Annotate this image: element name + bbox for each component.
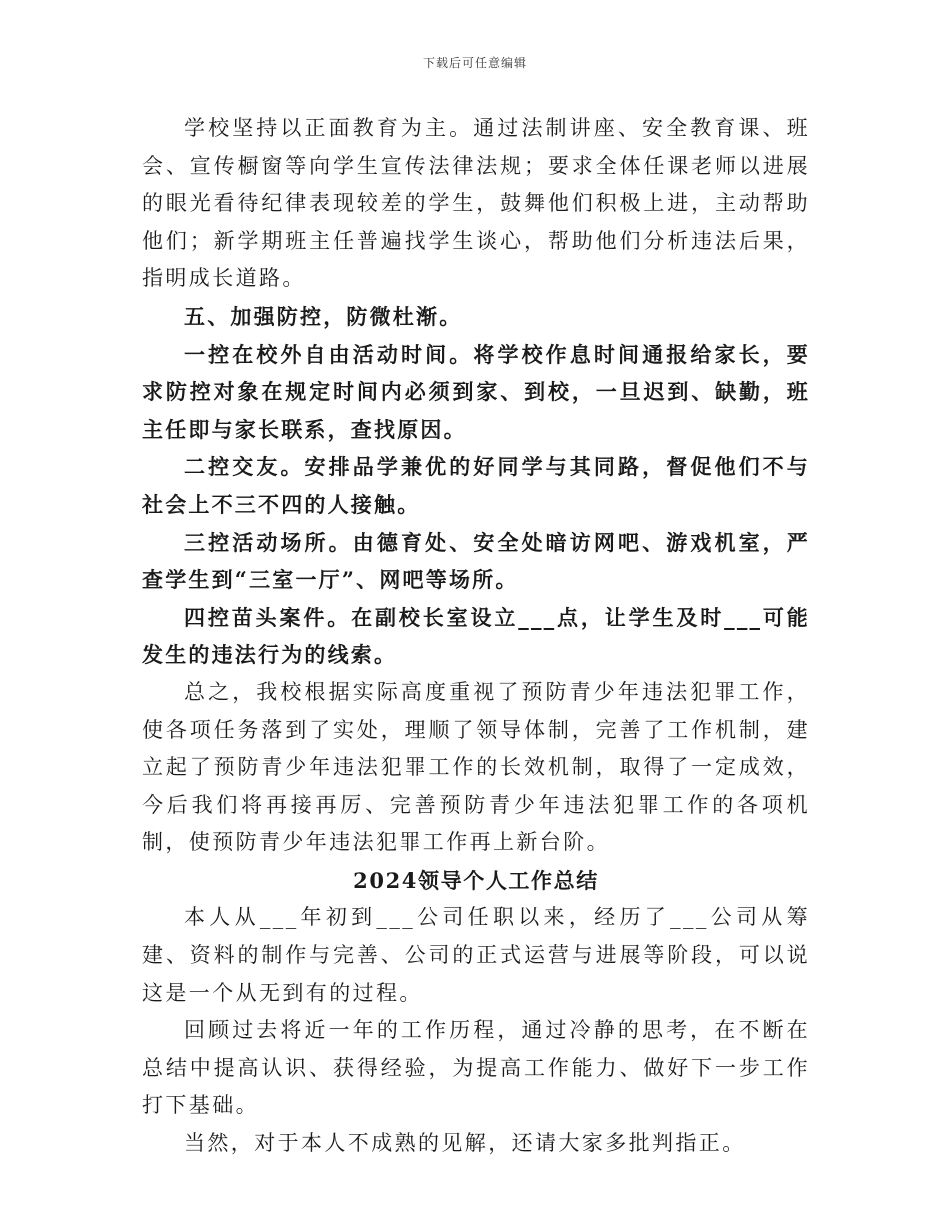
header-note: 下载后可任意编辑 xyxy=(422,56,527,70)
body-paragraph: 学校坚持以正面教育为主。通过法制讲座、安全教育课、班会、宣传橱窗等向学生宣传法律法规；要求全体任课老师以进展的眼光看待纪律表现较差的学生，鼓舞他们积极上进，主动帮助他们；新学期班主任普遍找学生谈心，帮助他们分析违法后果，指明成长道路。 xyxy=(142,116,810,291)
summary-title: 2024领导个人工作总结 xyxy=(353,867,599,893)
section-heading-five: 五、加强防控，防微杜渐。 xyxy=(184,303,463,329)
summary-paragraph: 回顾过去将近一年的工作历程，通过冷静的思考，在不断在总结中提高认识、获得经验，为提高工作能力、做好下一步工作打下基础。 xyxy=(142,1018,810,1118)
control-item-four: 四控苗头案件。在副校长室设立___点，让学生及时___可能发生的违法行为的线索。 xyxy=(142,604,810,668)
summary-paragraph: 当然，对于本人不成熟的见解，还请大家多批判指正。 xyxy=(184,1131,746,1156)
document-body xyxy=(142,110,810,1163)
control-item-two: 二控交友。安排品学兼优的好同学与其同路，督促他们不与社会上不三不四的人接触。 xyxy=(142,454,810,517)
summary-paragraph: 本人从___年初到___公司任职以来，经历了___公司从筹建、资料的制作与完善、公司的正式运营与进展等阶段，可以说这是一个从无到有的过程。 xyxy=(142,905,810,1005)
control-item-one: 一控在校外自由活动时间。将学校作息时间通报给家长，要求防控对象在规定时间内必须到家、到校，一旦迟到、缺勤，班主任即与家长联系，查找原因。 xyxy=(142,341,810,442)
conclusion-paragraph: 总之，我校根据实际高度重视了预防青少年违法犯罪工作，使各项任务落到了实处，理顺了领导体制，完善了工作机制，建立起了预防青少年违法犯罪工作的长效机制，取得了一定成效，今后我们将再接再厉、完善预防青少年违法犯罪工作的各项机制，使预防青少年违法犯罪工作再上新台阶。 xyxy=(142,679,810,855)
control-item-three: 三控活动场所。由德育处、安全处暗访网吧、游戏机室，严查学生到“三室一厅”、网吧等场所。 xyxy=(142,529,810,593)
